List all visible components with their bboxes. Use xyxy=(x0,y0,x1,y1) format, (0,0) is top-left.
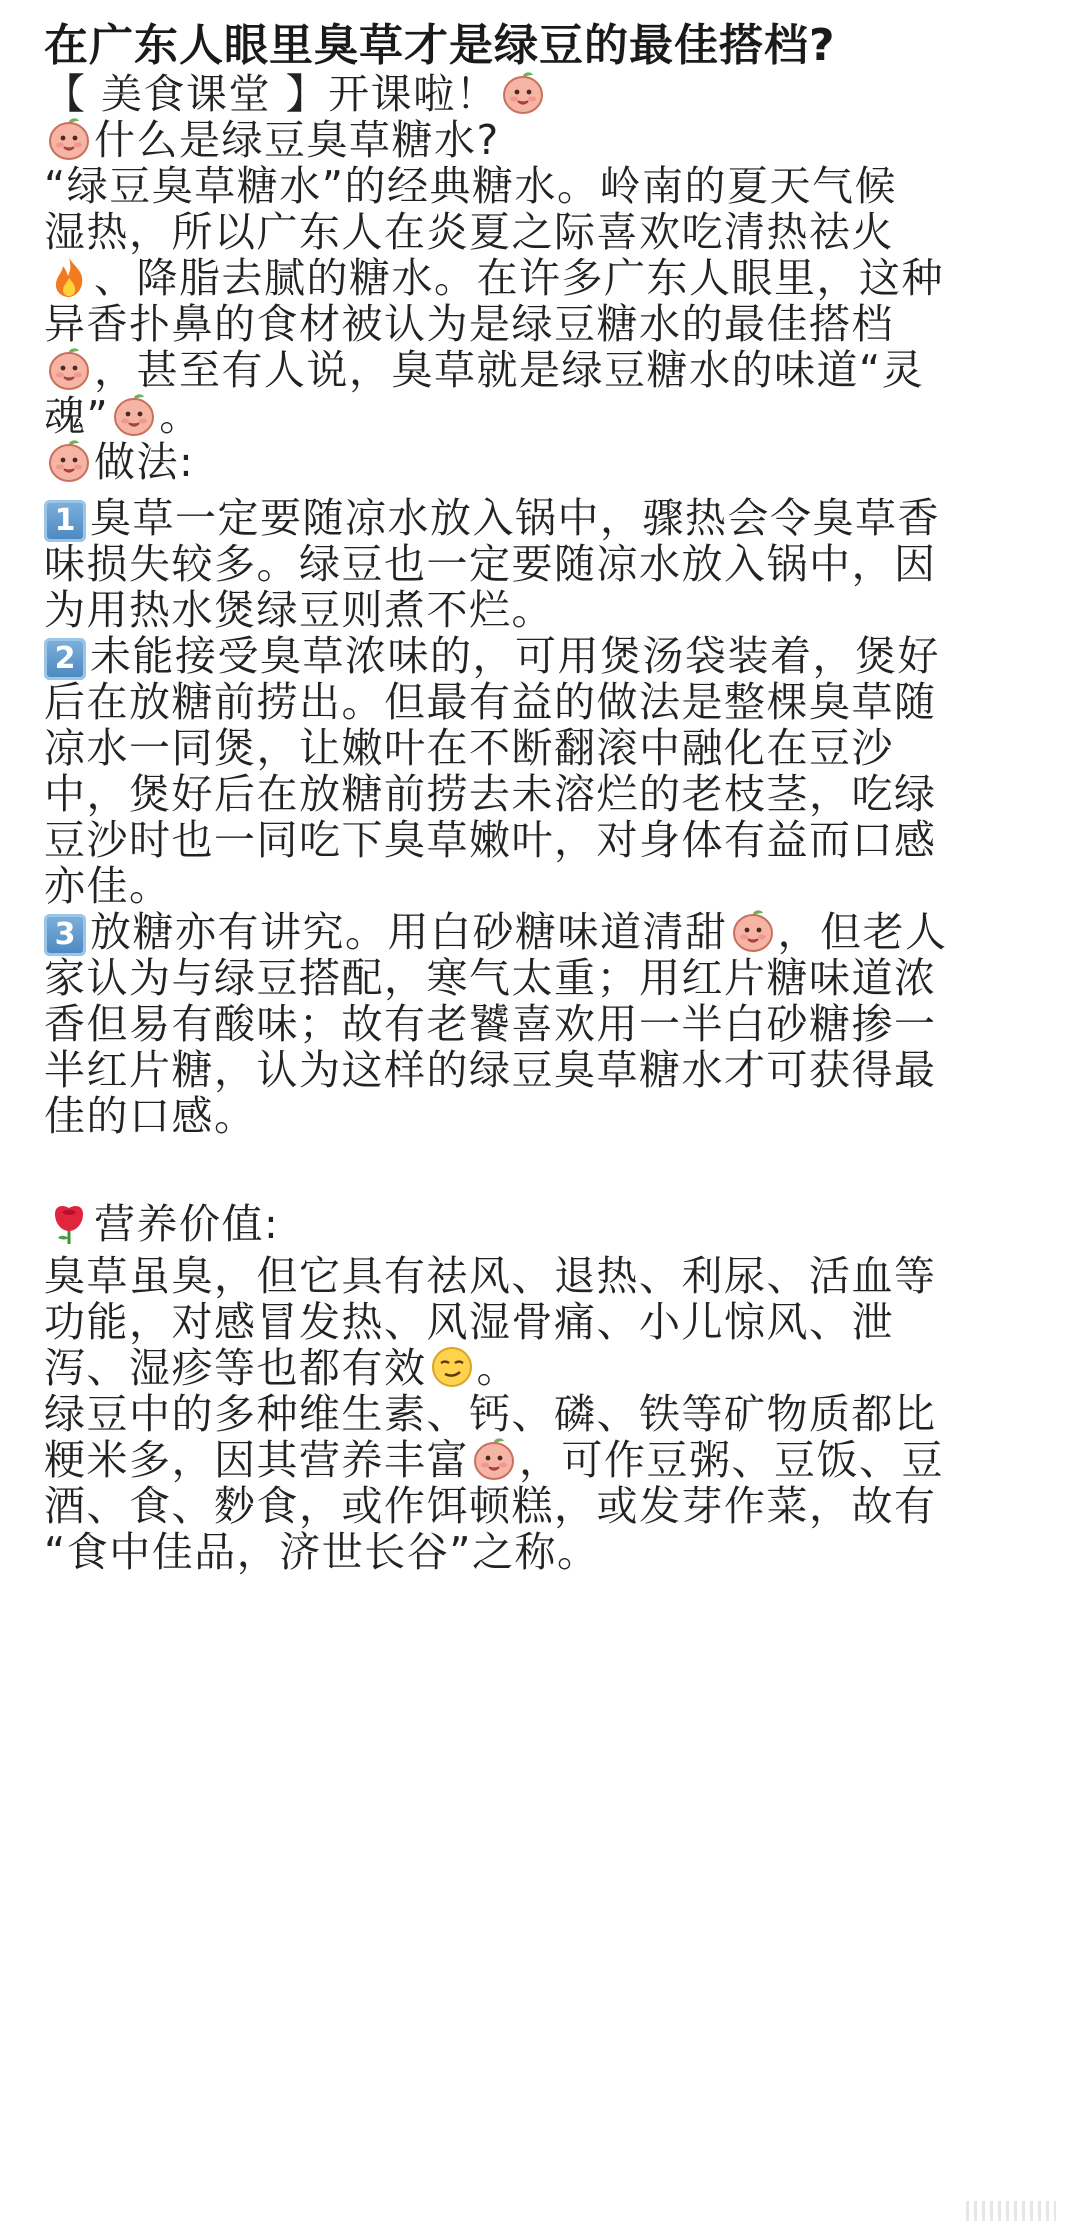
text-line-22: 半红片糖，认为这样的绿豆臭草糖水才可获得最 xyxy=(44,1046,937,1094)
text-line-18: 亦佳。 xyxy=(44,862,172,910)
peach-cheer-icon xyxy=(46,438,92,484)
text: 、降脂去腻的糖水。在许多广东人眼里，这种 xyxy=(94,254,944,302)
watermark xyxy=(966,2201,1056,2221)
text-line-21: 香但易有酸味；故有老饕喜欢用一半白砂糖掺一 xyxy=(44,1000,937,1048)
text: 臭草一定要随凉水放入锅中，骤热会令臭草香 xyxy=(90,494,940,542)
text-line-9 xyxy=(44,430,194,494)
text-line-11: 味损失较多。绿豆也一定要随凉水放入锅中，因 xyxy=(44,540,937,588)
text-line-28: 绿豆中的多种维生素、钙、磷、铁等矿物质都比 xyxy=(44,1390,937,1438)
keycap-1-icon: 1 xyxy=(44,500,86,542)
text-line-12: 为用热水煲绿豆则煮不烂。 xyxy=(44,586,554,634)
text-line-23: 佳的口感。 xyxy=(44,1092,257,1140)
text: 。 xyxy=(476,1344,519,1392)
text: 。 xyxy=(159,392,202,440)
text: ，可作豆粥、豆饭、豆 xyxy=(519,1436,944,1484)
text: 泻、湿疹等也都有效 xyxy=(44,1344,427,1392)
text: 魂” xyxy=(44,392,110,440)
text: 【 美食课堂 】开课啦！ xyxy=(44,70,499,118)
keycap-3-icon: 3 xyxy=(44,914,86,956)
post-title: 在广东人眼里臭草才是绿豆的最佳搭档? xyxy=(44,20,836,71)
text-line-16: 中，煲好后在放糖前捞去未溶烂的老枝茎，吃绿 xyxy=(44,770,937,818)
peach-laughing-icon xyxy=(500,70,546,116)
text: 未能接受臭草浓味的，可用煲汤袋装着，煲好 xyxy=(90,632,940,680)
rose-icon xyxy=(46,1200,92,1246)
text: 什么是绿豆臭草糖水? xyxy=(94,116,500,164)
section-heading-nutrition: 营养价值: xyxy=(94,1200,280,1248)
text: ，但老人 xyxy=(777,908,948,956)
text-line-17: 豆沙时也一同吃下臭草嫩叶，对身体有益而口感 xyxy=(44,816,937,864)
text: 粳米多，因其营养丰富 xyxy=(44,1436,469,1484)
text: 放糖亦有讲究。用白砂糖味道清甜 xyxy=(90,908,728,956)
text-line-26: 功能，对感冒发热、风湿骨痛、小儿惊风、泄 xyxy=(44,1298,894,1346)
text-line-14: 后在放糖前捞出。但最有益的做法是整棵臭草随 xyxy=(44,678,937,726)
text-line-4: 湿热，所以广东人在炎夏之际喜欢吃清热祛火 xyxy=(44,208,894,256)
text: ，甚至有人说，臭草就是绿豆糖水的味道“灵 xyxy=(94,346,925,394)
text-line-3: “绿豆臭草糖水”的经典糖水。岭南的夏天气候 xyxy=(44,162,897,210)
text-line-20: 家认为与绿豆搭配，寒气太重；用红片糖味道浓 xyxy=(44,954,937,1002)
text-line-30: 酒、食、麨食，或作饵顿糕，或发芽作菜，故有 xyxy=(44,1482,937,1530)
section-heading-method: 做法: xyxy=(94,438,195,486)
text-line-15: 凉水一同煲，让嫩叶在不断翻滚中融化在豆沙 xyxy=(44,724,894,772)
keycap-2-icon: 2 xyxy=(44,638,86,680)
text-line-31: “食中佳品，济世长谷”之称。 xyxy=(44,1528,600,1576)
text-line-6: 异香扑鼻的食材被认为是绿豆糖水的最佳搭档 xyxy=(44,300,894,348)
text-line-25: 臭草虽臭，但它具有祛风、退热、利尿、活血等 xyxy=(44,1252,937,1300)
